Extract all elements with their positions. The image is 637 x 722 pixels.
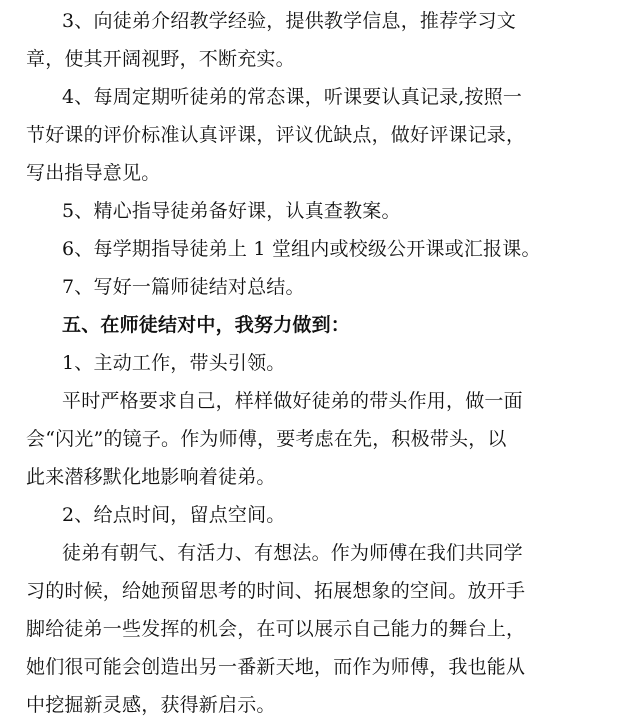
text-line: 7、写好一篇师徒结对总结。 bbox=[62, 276, 305, 298]
section-heading: 五、在师徒结对中，我努力做到： bbox=[62, 314, 351, 336]
text-line: 写出指导意见。 bbox=[26, 162, 161, 184]
text-line: 平时严格要求自己，样样做好徒弟的带头作用，做一面 bbox=[62, 390, 523, 412]
text-line: 她们很可能会创造出另一番新天地，而作为师傅，我也能从 bbox=[26, 656, 526, 678]
text-line: 脚给徒弟一些发挥的机会，在可以展示自己能力的舞台上， bbox=[26, 618, 526, 640]
text-line: 2、给点时间，留点空间。 bbox=[62, 504, 286, 526]
text-line: 中挖掘新灵感，获得新启示。 bbox=[26, 694, 276, 716]
text-line: 会“闪光”的镜子。作为师傅，要考虑在先，积极带头，以 bbox=[26, 428, 507, 450]
text-line: 此来潜移默化地影响着徒弟。 bbox=[26, 466, 276, 488]
text-line: 5、精心指导徒弟备好课，认真查教案。 bbox=[62, 200, 401, 222]
text-line: 1、主动工作，带头引领。 bbox=[62, 352, 286, 374]
text-line: 章，使其开阔视野，不断充实。 bbox=[26, 48, 295, 70]
text-line: 节好课的评价标准认真评课，评议优缺点，做好评课记录， bbox=[26, 124, 526, 146]
text-line: 6、每学期指导徒弟上 1 堂组内或校级公开课或汇报课。 bbox=[62, 238, 541, 260]
text-line: 4、每周定期听徒弟的常态课，听课要认真记录,按照一 bbox=[62, 86, 523, 108]
text-line: 徒弟有朝气、有活力、有想法。作为师傅在我们共同学 bbox=[62, 542, 523, 564]
text-line: 习的时候，给她预留思考的时间、拓展想象的空间。放开手 bbox=[26, 580, 526, 602]
text-line: 3、向徒弟介绍教学经验，提供教学信息，推荐学习文 bbox=[62, 10, 516, 32]
